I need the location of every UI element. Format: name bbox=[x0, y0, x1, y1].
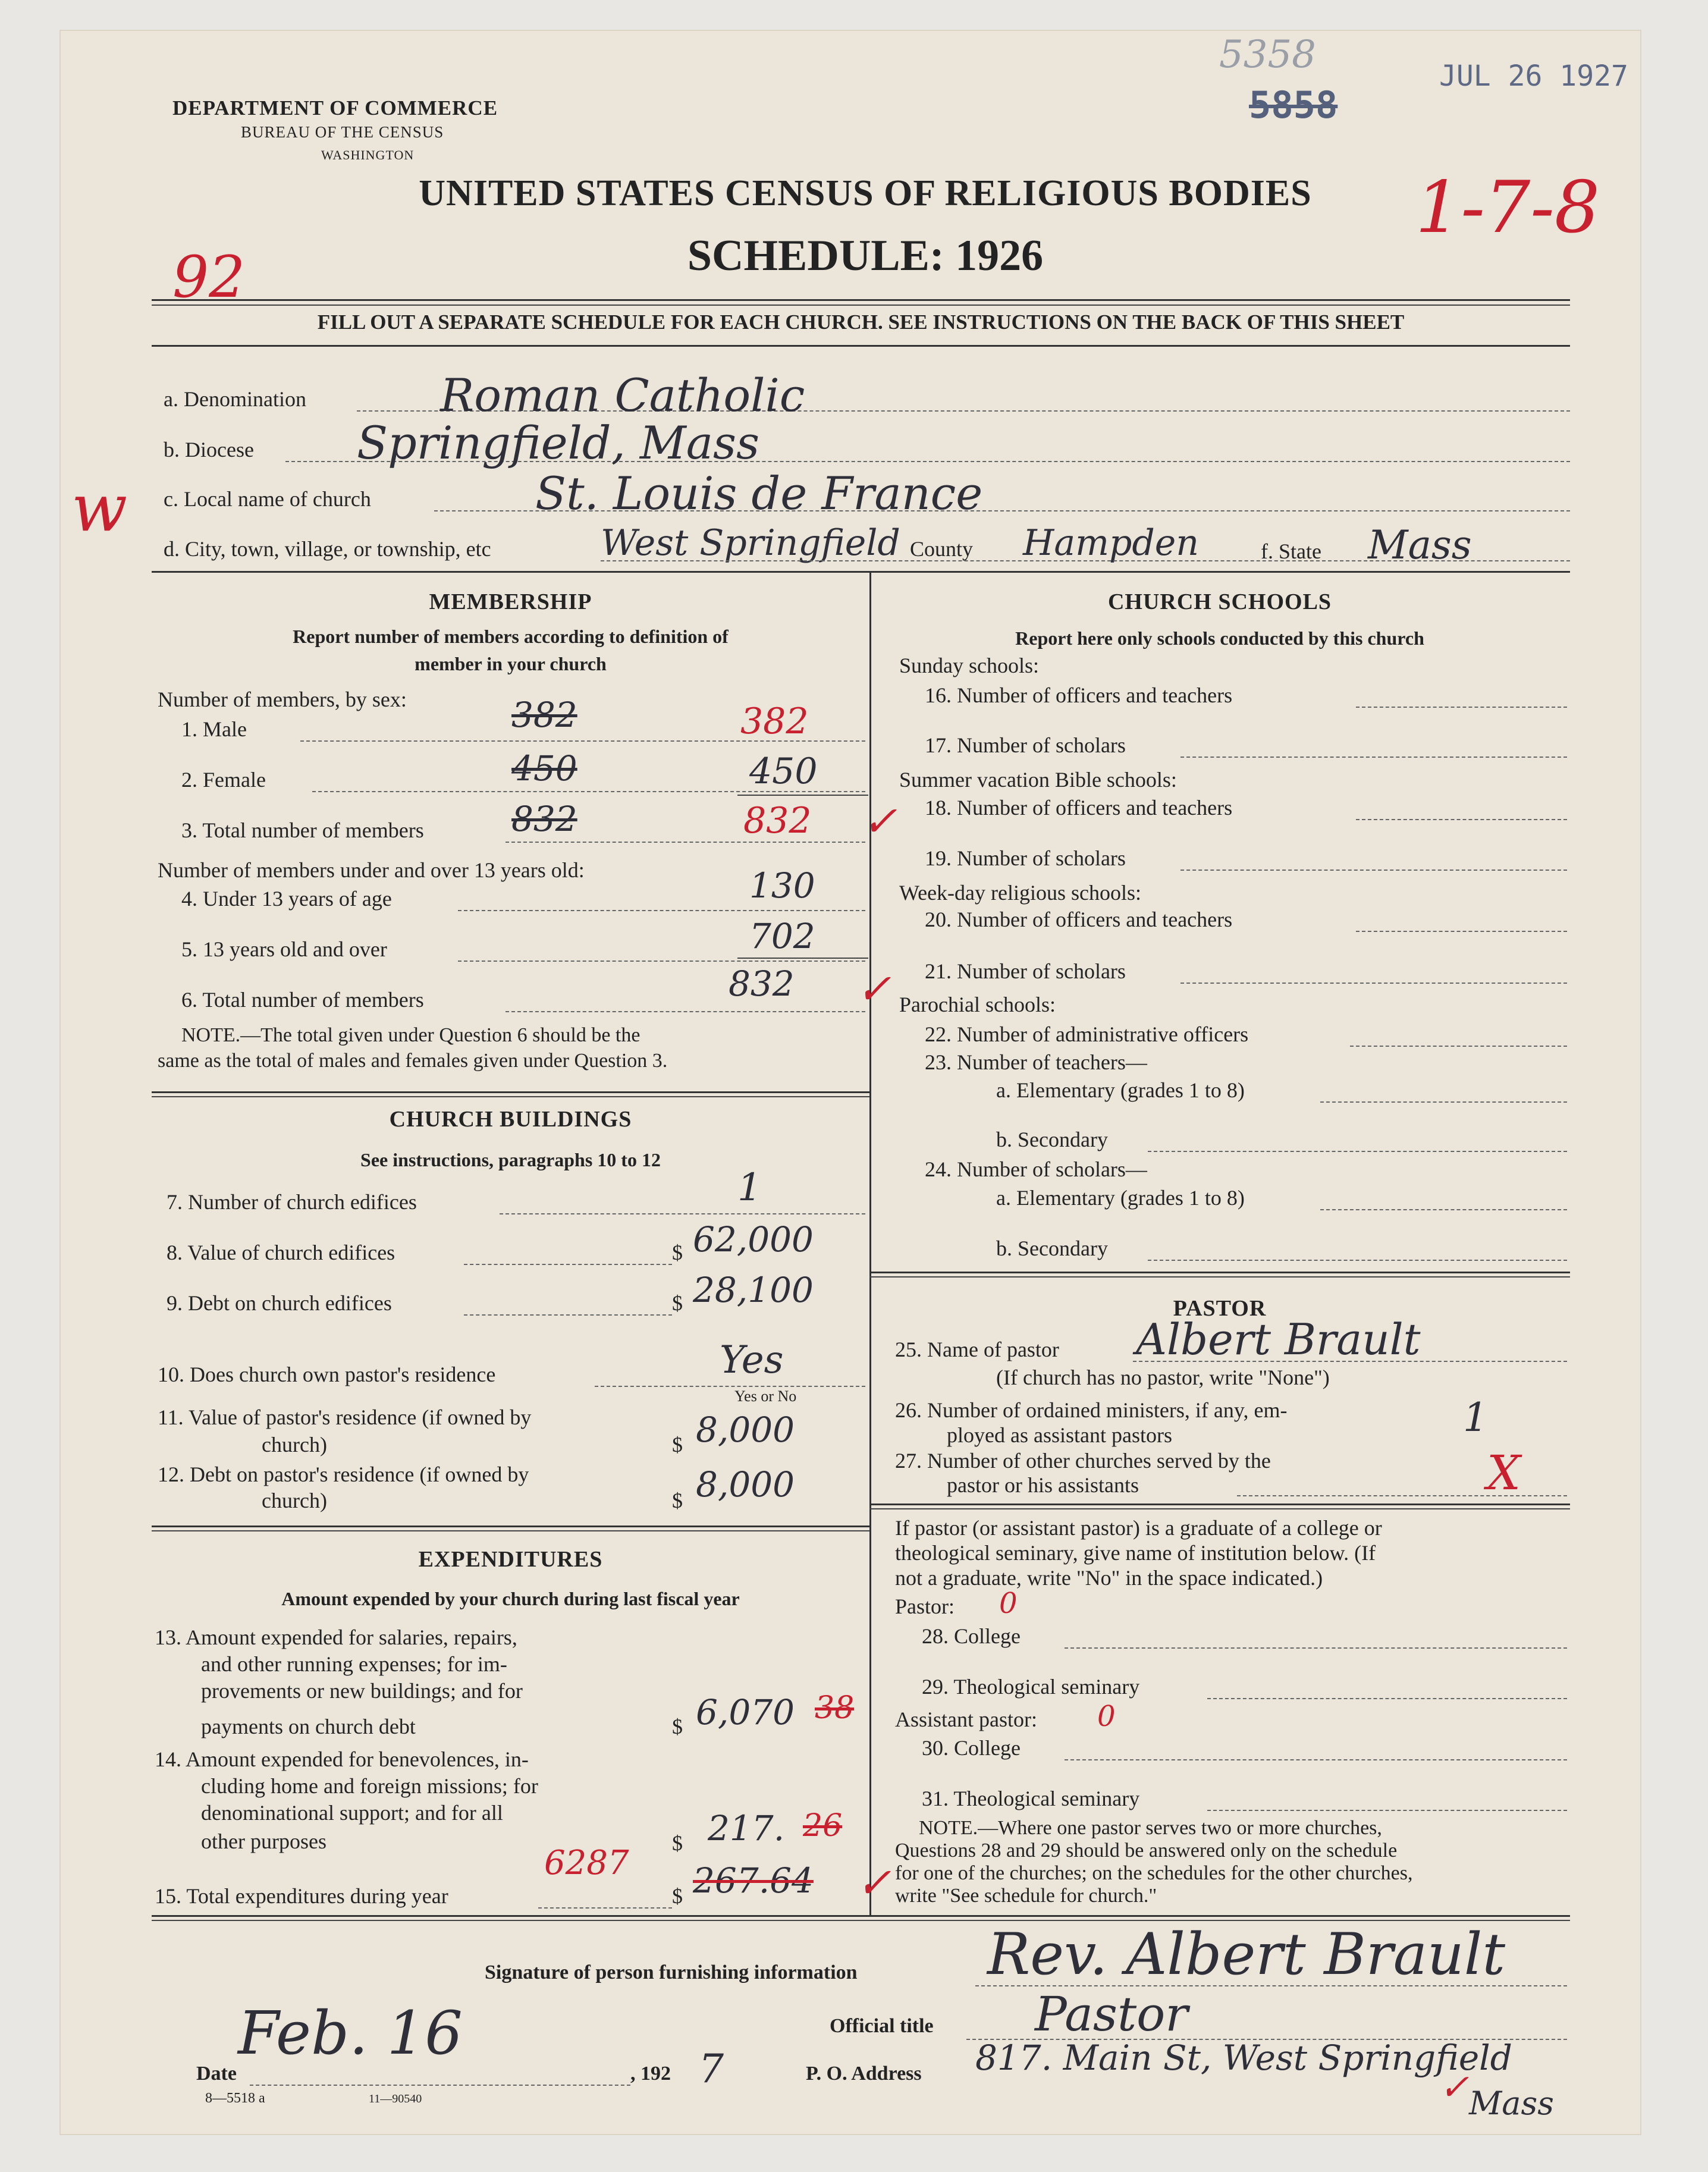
po-address-state: Mass bbox=[1469, 2085, 1554, 2122]
church-schools-heading: CHURCH SCHOOLS bbox=[1107, 589, 1332, 614]
over-13-label: 5. 13 years old and over bbox=[181, 937, 387, 961]
official-title-value: Pastor bbox=[1035, 1986, 1188, 2042]
total-expenditures-value: 6287 bbox=[544, 1844, 629, 1882]
members-by-sex-label: Number of members, by sex: bbox=[158, 688, 407, 711]
total-members-label: 3. Total number of members bbox=[181, 818, 424, 842]
membership-subtitle-1: Report number of members according to definition of bbox=[293, 626, 729, 647]
membership-note-1: NOTE.—The total given under Question 6 should be the bbox=[181, 1024, 640, 1046]
pastor-name-value: Albert Brault bbox=[1136, 1314, 1421, 1364]
schedule-title: SCHEDULE: 1926 bbox=[687, 231, 1044, 280]
pastor-residence-value-label-2: church) bbox=[262, 1433, 327, 1457]
bureau-city: WASHINGTON bbox=[321, 147, 415, 162]
female-value: 450 bbox=[749, 751, 818, 792]
other-churches-value: X bbox=[1487, 1445, 1521, 1501]
running-expenses-label-1: 13. Amount expended for salaries, repairs, bbox=[155, 1625, 517, 1649]
total-expenditures-check-mark: ✓ bbox=[856, 1859, 891, 1907]
graduate-instruction-2: theological seminary, give name of institution below. (If bbox=[895, 1541, 1376, 1565]
margin-check-mark: w bbox=[71, 470, 128, 546]
graduate-instruction-3: not a graduate, write "No" in the space indicated.) bbox=[895, 1566, 1323, 1590]
assistant-seminary-label: 31. Theological seminary bbox=[922, 1787, 1140, 1810]
total-members-check-mark: ✓ bbox=[862, 797, 897, 846]
state-label: f. State bbox=[1261, 539, 1321, 563]
pastor-residence-value-dollar: $ bbox=[672, 1433, 683, 1457]
pastor-residence-value: 8,000 bbox=[696, 1410, 795, 1450]
pastor-education-label: Pastor: bbox=[895, 1595, 955, 1618]
church-edifices-value-label: 8. Value of church edifices bbox=[167, 1241, 395, 1264]
male-struck-value: 382 bbox=[511, 695, 577, 735]
church-edifices-debt-dollar: $ bbox=[672, 1291, 683, 1315]
po-address-label: P. O. Address bbox=[806, 2063, 922, 2085]
running-expenses-cents: 38 bbox=[815, 1690, 855, 1726]
vacation-schools-label: Summer vacation Bible schools: bbox=[899, 768, 1177, 792]
running-expenses-value: 6,070 bbox=[696, 1692, 795, 1732]
benevolences-label-3: denominational support; and for all bbox=[201, 1801, 503, 1825]
vacation-teachers-label: 18. Number of officers and teachers bbox=[925, 796, 1233, 820]
assistant-ministers-label-1: 26. Number of ordained ministers, if any, em- bbox=[895, 1398, 1288, 1422]
pastor-seminary-label: 29. Theological seminary bbox=[922, 1675, 1140, 1699]
teachers-elementary-label: a. Elementary (grades 1 to 8) bbox=[996, 1078, 1245, 1102]
church-edifices-debt-label: 9. Debt on church edifices bbox=[167, 1291, 392, 1315]
po-address-value: 817. Main St, West Springfield bbox=[975, 2038, 1512, 2078]
yes-or-no-hint: Yes or No bbox=[734, 1388, 797, 1405]
scholars-secondary-label: b. Secondary bbox=[996, 1236, 1108, 1260]
pencil-92: 92 bbox=[172, 244, 246, 310]
pastor-none-hint: (If church has no pastor, write "None") bbox=[996, 1366, 1330, 1389]
pastor-residence-debt-value: 8,000 bbox=[696, 1464, 795, 1505]
total-members-age-value: 832 bbox=[729, 963, 795, 1004]
address-check-mark: ✓ bbox=[1439, 2067, 1470, 2108]
diocese-label: b. Diocese bbox=[164, 438, 254, 462]
pastor-college-label: 28. College bbox=[922, 1624, 1021, 1648]
running-expenses-label-3: provements or new buildings; and for bbox=[201, 1679, 523, 1703]
male-label: 1. Male bbox=[181, 717, 247, 741]
church-edifices-value: 62,000 bbox=[693, 1219, 814, 1260]
state-value: Mass bbox=[1368, 522, 1472, 568]
expenditures-subtitle: Amount expended by your church during last fiscal year bbox=[281, 1588, 740, 1609]
pastor-residence-value-label-1: 11. Value of pastor's residence (if owned by bbox=[158, 1405, 532, 1429]
over-13-value: 702 bbox=[749, 916, 815, 956]
denomination-label: a. Denomination bbox=[164, 387, 306, 411]
members-by-age-label: Number of members under and over 13 years old: bbox=[158, 858, 585, 882]
diocese-value: Springfield, Mass bbox=[357, 416, 760, 469]
assistant-education-label: Assistant pastor: bbox=[895, 1708, 1037, 1731]
total-members-age-check-mark: ✓ bbox=[856, 965, 891, 1013]
scholars-label: 24. Number of scholars— bbox=[925, 1157, 1147, 1181]
pastor-note-4: write "See schedule for church." bbox=[895, 1885, 1157, 1907]
benevolences-cents: 26 bbox=[803, 1808, 843, 1844]
weekday-schools-label: Week-day religious schools: bbox=[899, 881, 1142, 905]
church-edifices-count-value: 1 bbox=[737, 1166, 762, 1210]
teachers-secondary-label: b. Secondary bbox=[996, 1128, 1108, 1151]
male-value: 382 bbox=[740, 701, 809, 742]
pastor-note-2: Questions 28 and 29 should be answered only on the schedule bbox=[895, 1840, 1398, 1862]
female-struck-value: 450 bbox=[511, 748, 577, 789]
pencil-number: 5358 bbox=[1219, 33, 1316, 77]
expenditures-heading: EXPENDITURES bbox=[418, 1547, 603, 1572]
vacation-scholars-label: 19. Number of scholars bbox=[925, 846, 1126, 870]
county-value: Hampden bbox=[1023, 522, 1199, 564]
buildings-subtitle: See instructions, paragraphs 10 to 12 bbox=[360, 1149, 661, 1170]
pastor-residence-debt-label-2: church) bbox=[262, 1489, 327, 1512]
pastor-note-3: for one of the churches; on the schedules for the other churches, bbox=[895, 1862, 1413, 1884]
total-members-struck-value: 832 bbox=[511, 799, 577, 839]
pastor-note-1: NOTE.—Where one pastor serves two or more churches, bbox=[919, 1817, 1382, 1839]
sunday-scholars-label: 17. Number of scholars bbox=[925, 733, 1126, 757]
pastor-residence-owned-label: 10. Does church own pastor's residence bbox=[158, 1363, 496, 1386]
administrative-officers-label: 22. Number of administrative officers bbox=[925, 1022, 1249, 1046]
membership-heading: MEMBERSHIP bbox=[429, 589, 592, 614]
pastor-heading: PASTOR bbox=[1173, 1296, 1267, 1321]
other-churches-label-1: 27. Number of other churches served by the bbox=[895, 1449, 1271, 1473]
church-schools-subtitle: Report here only schools conducted by this church bbox=[1015, 627, 1424, 649]
benevolences-label-4: other purposes bbox=[201, 1829, 326, 1853]
page-title: UNITED STATES CENSUS OF RELIGIOUS BODIES bbox=[419, 173, 1312, 214]
year-value: 7 bbox=[699, 2046, 724, 2092]
membership-note-2: same as the total of males and females given under Question 3. bbox=[158, 1050, 668, 1072]
signature-value: Rev. Albert Brault bbox=[987, 1921, 1506, 1988]
pastor-residence-debt-dollar: $ bbox=[672, 1489, 683, 1512]
benevolences-label-1: 14. Amount expended for benevolences, in- bbox=[155, 1747, 529, 1771]
year-label: , 192 bbox=[630, 2063, 671, 2085]
print-number: 11—90540 bbox=[369, 2092, 422, 2105]
assistant-college-label: 30. College bbox=[922, 1736, 1021, 1760]
benevolences-value: 217. bbox=[708, 1808, 785, 1848]
running-expenses-label-2: and other running expenses; for im- bbox=[201, 1652, 507, 1676]
weekday-teachers-label: 20. Number of officers and teachers bbox=[925, 908, 1233, 931]
membership-subtitle-2: member in your church bbox=[415, 653, 607, 674]
buildings-heading: CHURCH BUILDINGS bbox=[389, 1107, 632, 1132]
benevolences-dollar: $ bbox=[672, 1831, 683, 1855]
graduate-instruction-1: If pastor (or assistant pastor) is a graduate of a college or bbox=[895, 1516, 1382, 1540]
assistant-education-mark: 0 bbox=[1097, 1700, 1116, 1733]
sunday-teachers-label: 16. Number of officers and teachers bbox=[925, 683, 1233, 707]
pastor-residence-debt-label-1: 12. Debt on pastor's residence (if owned by bbox=[158, 1462, 529, 1486]
total-expenditures-label: 15. Total expenditures during year bbox=[155, 1884, 448, 1908]
form-number: 8—5518 a bbox=[205, 2091, 265, 2106]
struck-stamp-number: 5858 bbox=[1249, 83, 1338, 127]
pencil-code: 1-7-8 bbox=[1415, 167, 1600, 249]
under-13-value: 130 bbox=[749, 865, 815, 906]
bureau-name: BUREAU OF THE CENSUS bbox=[241, 123, 444, 141]
female-label: 2. Female bbox=[181, 768, 266, 792]
running-expenses-label-4: payments on church debt bbox=[201, 1715, 416, 1738]
teachers-label: 23. Number of teachers— bbox=[925, 1050, 1147, 1074]
pastor-residence-owned-value: Yes bbox=[720, 1338, 784, 1382]
pastor-name-label: 25. Name of pastor bbox=[895, 1338, 1059, 1361]
total-expenditures-struck-value: 267.64 bbox=[693, 1860, 814, 1901]
benevolences-label-2: cluding home and foreign missions; for bbox=[201, 1774, 538, 1798]
under-13-label: 4. Under 13 years of age bbox=[181, 887, 392, 911]
fill-out-instruction: FILL OUT A SEPARATE SCHEDULE FOR EACH CHURCH. SEE INSTRUCTIONS ON THE BACK OF THIS SHEET bbox=[317, 310, 1405, 334]
county-label: County bbox=[910, 537, 974, 561]
official-title-label: Official title bbox=[830, 2015, 934, 2037]
church-edifices-debt-value: 28,100 bbox=[693, 1270, 814, 1310]
city-value: West Springfield bbox=[601, 522, 900, 564]
local-church-name-value: St. Louis de France bbox=[535, 467, 983, 520]
local-church-name-label: c. Local name of church bbox=[164, 487, 371, 511]
date-value: Feb. 16 bbox=[238, 1998, 463, 2068]
weekday-scholars-label: 21. Number of scholars bbox=[925, 959, 1126, 983]
department-name: DEPARTMENT OF COMMERCE bbox=[172, 96, 498, 120]
total-members-age-label: 6. Total number of members bbox=[181, 988, 424, 1012]
assistant-ministers-label-2: ployed as assistant pastors bbox=[947, 1423, 1172, 1447]
total-expenditures-dollar: $ bbox=[672, 1884, 683, 1908]
other-churches-label-2: pastor or his assistants bbox=[947, 1473, 1139, 1497]
date-stamp: JUL 26 1927 bbox=[1439, 59, 1628, 93]
date-label: Date bbox=[196, 2063, 237, 2085]
signature-label: Signature of person furnishing information bbox=[485, 1961, 858, 1983]
denomination-value: Roman Catholic bbox=[440, 369, 805, 422]
total-members-value: 832 bbox=[743, 800, 812, 842]
running-expenses-dollar: $ bbox=[672, 1715, 683, 1738]
church-edifices-count-label: 7. Number of church edifices bbox=[167, 1190, 417, 1214]
church-edifices-dollar: $ bbox=[672, 1241, 683, 1264]
sunday-schools-label: Sunday schools: bbox=[899, 654, 1040, 677]
pastor-education-mark: 0 bbox=[999, 1587, 1018, 1620]
city-label: d. City, town, village, or township, etc bbox=[164, 537, 491, 561]
scholars-elementary-label: a. Elementary (grades 1 to 8) bbox=[996, 1186, 1245, 1210]
assistant-ministers-value: 1 bbox=[1463, 1395, 1488, 1440]
parochial-schools-label: Parochial schools: bbox=[899, 993, 1056, 1016]
